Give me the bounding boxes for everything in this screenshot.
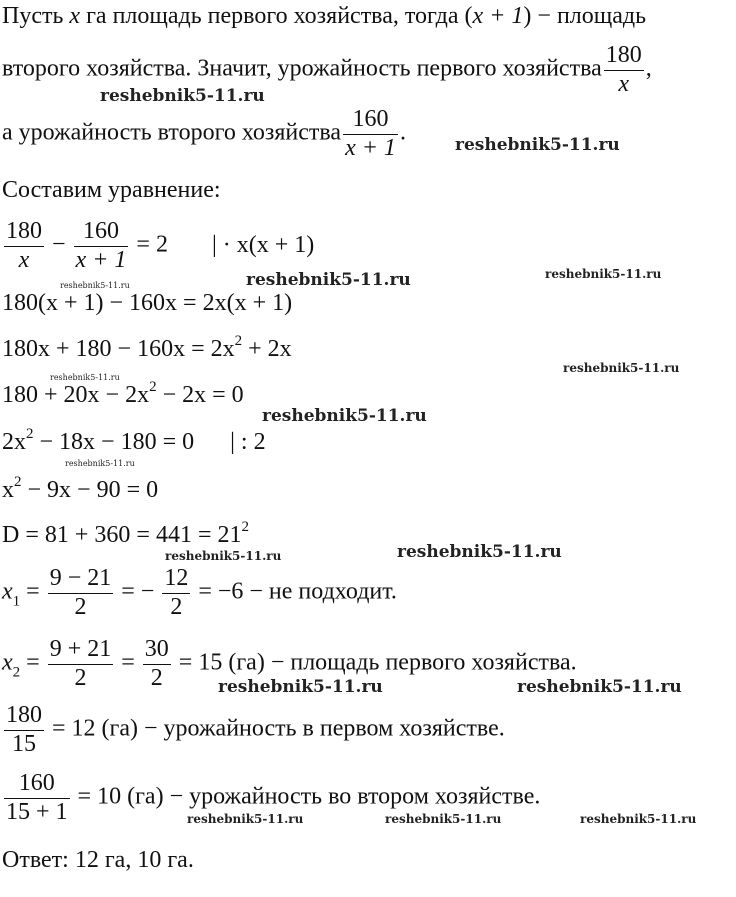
discriminant xyxy=(2,519,249,548)
watermark: reshebnik5-11.ru xyxy=(246,270,411,290)
watermark: reshebnik5-11.ru xyxy=(100,86,265,106)
fraction-30-2 xyxy=(143,636,171,692)
disc-text: D = 81 + 360 = 441 = 21 xyxy=(2,522,242,548)
expr-x-plus-1: x + 1 xyxy=(472,3,524,29)
frac-den: 2 xyxy=(170,593,183,620)
frac-num: 180 xyxy=(4,702,44,731)
watermark: reshebnik5-11.ru xyxy=(580,812,697,826)
watermark: reshebnik5-11.ru xyxy=(545,267,662,281)
yield-1 xyxy=(2,702,505,758)
eq5-part-a: 2x xyxy=(2,429,26,455)
exponent: 2 xyxy=(149,379,157,395)
eq1-rhs: = 2 xyxy=(136,231,168,258)
fraction-12-2 xyxy=(162,565,190,621)
frac-den: 2 xyxy=(74,664,87,691)
intro-line-3: а урожайность второго хозяйства $\frac{160}{x + 1}$ . xyxy=(2,106,406,161)
eq5-divisor: | : 2 xyxy=(230,429,266,455)
eq5-part-b: − 18x − 180 = 0 xyxy=(33,429,195,455)
root-1: $x_1$ = $\frac{9 - 21}{2}$ = − $\frac{12}{2}$ = −6 − не подходит. xyxy=(2,565,397,620)
fraction-160-xp1 xyxy=(74,218,129,274)
equation-1: $\frac{180}{x}$ − $\frac{160}{x + 1}$ = 2 | · x(x + 1) xyxy=(6,218,315,273)
frac-den: 2 xyxy=(150,664,163,691)
watermark: reshebnik5-11.ru xyxy=(65,459,135,468)
eq1-multiplier: | · x(x + 1) xyxy=(211,231,315,258)
intro-text-4: второго хозяйства. Значит, урожайность первого хозяйства xyxy=(2,55,602,82)
equation-5 xyxy=(2,426,266,455)
watermark: reshebnik5-11.ru xyxy=(60,281,130,290)
frac-num: 160 xyxy=(343,106,398,135)
frac-den: x xyxy=(18,246,30,273)
frac-den: 15 + 1 xyxy=(6,798,68,825)
frac-num: 180 xyxy=(4,218,44,247)
intro-text-2: га площадь первого хозяйства, тогда xyxy=(86,3,459,29)
fraction-180-x xyxy=(604,42,644,98)
watermark: reshebnik5-11.ru xyxy=(455,135,620,155)
frac-num: 180 xyxy=(604,42,644,71)
watermark: reshebnik5-11.ru xyxy=(397,542,562,562)
intro-text-3: − площадь xyxy=(537,3,647,29)
frac-den: x xyxy=(618,70,630,97)
answer-line: Ответ: 12 га, 10 га. xyxy=(2,847,194,873)
watermark: reshebnik5-11.ru xyxy=(385,812,502,826)
intro-line-2: второго хозяйства. Значит, урожайность первого хозяйства $\frac{180}{x}$ , xyxy=(2,42,652,97)
subscript: 2 xyxy=(12,664,21,681)
exponent: 2 xyxy=(14,474,22,490)
compose-heading: Составим уравнение: xyxy=(2,177,221,203)
root-1-tail: = −6 − не подходит. xyxy=(198,578,397,605)
equation-2: 180(x + 1) − 160x = 2x(x + 1) xyxy=(2,290,293,316)
frac-den: x + 1 xyxy=(75,246,127,273)
frac-num: 160 xyxy=(74,218,129,247)
eq3-part-a: 180x + 180 − 160x = 2x xyxy=(2,336,235,362)
frac-den: 2 xyxy=(74,593,87,620)
frac-den: x + 1 xyxy=(345,134,396,161)
frac-num: 9 − 21 xyxy=(48,565,114,594)
frac-num: 30 xyxy=(143,636,171,665)
eq6-part-b: − 9x − 90 = 0 xyxy=(21,477,159,503)
watermark: reshebnik5-11.ru xyxy=(50,373,120,382)
watermark: reshebnik5-11.ru xyxy=(517,677,682,697)
frac-num: 160 xyxy=(4,770,70,799)
equation-6 xyxy=(2,474,159,503)
yield-2-tail: = 10 (га) − урожайность во втором хозяйстве. xyxy=(77,783,541,810)
frac-den: 15 xyxy=(12,730,36,757)
eq6-part-a: x xyxy=(2,477,14,503)
exponent: 2 xyxy=(234,333,243,349)
watermark: reshebnik5-11.ru xyxy=(218,677,383,697)
watermark: reshebnik5-11.ru xyxy=(187,812,304,826)
var-x: x xyxy=(69,3,81,29)
exponent: 2 xyxy=(26,426,34,442)
intro-text-1: Пусть xyxy=(2,3,64,29)
subscript: 1 xyxy=(12,593,21,610)
fraction-160-16 xyxy=(4,770,70,826)
eq3-part-b: + 2x xyxy=(242,336,292,362)
watermark: reshebnik5-11.ru xyxy=(262,406,427,426)
root-2: $x_2$ = $\frac{9 + 21}{2}$ = $\frac{30}{2}$ = 15 (га) − площадь первого хозяйства. xyxy=(2,636,577,691)
exponent: 2 xyxy=(241,519,249,535)
fraction-160-xp1 xyxy=(343,106,398,162)
equation-3 xyxy=(2,333,292,362)
equation-4 xyxy=(2,379,244,408)
fraction-9-minus-21 xyxy=(48,565,114,621)
intro-text-5: а урожайность второго хозяйства xyxy=(2,119,342,146)
fraction-180-15 xyxy=(4,702,44,758)
root-2-tail: = 15 (га) − площадь первого хозяйства. xyxy=(178,649,577,676)
fraction-9-plus-21 xyxy=(48,636,114,692)
watermark: reshebnik5-11.ru xyxy=(563,361,680,375)
eq4-part-b: − 2x = 0 xyxy=(156,382,244,408)
eq4-part-a: 180 + 20x − 2x xyxy=(2,382,150,408)
intro-line-1: Пусть x га площадь первого хозяйства, тогда (x + 1) − площадь xyxy=(2,3,647,29)
frac-num: 12 xyxy=(162,565,190,594)
fraction-180-x xyxy=(4,218,44,274)
frac-num: 9 + 21 xyxy=(48,636,114,665)
yield-1-tail: = 12 (га) − урожайность в первом хозяйстве. xyxy=(52,715,505,742)
watermark: reshebnik5-11.ru xyxy=(165,549,282,563)
